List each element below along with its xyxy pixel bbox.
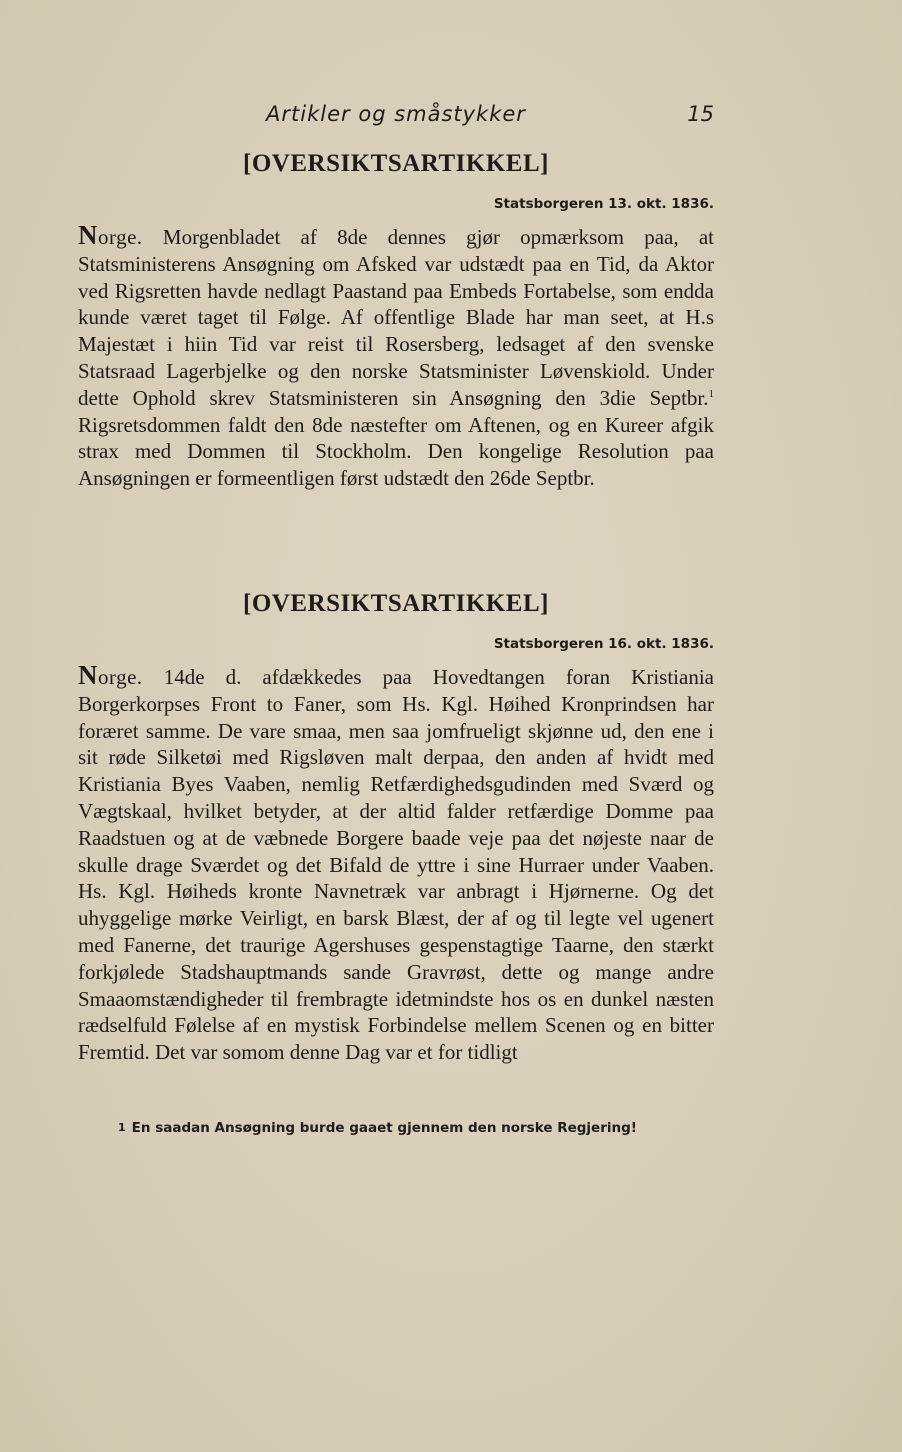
article-source: Statsborgeren 16. okt. 1836. xyxy=(493,636,714,652)
running-head xyxy=(78,102,714,132)
body-text-part: 14de d. afdækkedes paa Hovedtangen foran Kristiania Borgerkorpses Front to Faner, som Hs. Kgl. Høihed Kronprindsen har foræret samme. De vare smaa, men saa jomfrueligt skjønne ud, den ene i sit røde Silketøi med Rigsløven malt derpaa, den anden af hvidt med Kristiania Byes Vaaben, nemlig Retfærdighedsgudinden med Sværd og Vægtskaal, hvilket betyder, at der altid falder retfærdige Domme paa Raadstuen og at de væbnede Borgere baade veje paa det nøjeste naar de skulle drage Sværdet og det Bifald de yttre i sine Hurraer under Vaaben. Hs. Kgl. Høiheds kronte Navnetræk var anbragt i Hjørnerne. Og det uhyggelige mørke Veirligt, en barsk Blæst, der af og til legte vel ugenert med Fanerne, det traurige Agershuses gespenstagtige Taarne, den stærkt forkjølede Stadshauptmands sande Gravrøst, dette og mange andre Smaaomstændigheder til frembragte idetmindste hos os en dunkel næsten rædselfuld Følelse af en mystisk Forbindelse mellem Scenen og en bitter Fremtid. Det var somom denne Dag var et for tidligt xyxy=(78,665,714,1065)
article-source: Statsborgeren 13. okt. 1836. xyxy=(493,196,714,212)
article-body xyxy=(78,222,714,492)
body-text-part: Morgenbladet af 8de dennes gjør opmærksom paa, at Statsministerens Ansøgning om Afsked var udstædt paa en Tid, da Aktor ved Rigsretten havde nedlagt Paastand paa Embeds Fortabelse, som endda kunde været taget til Følge. Af offentlige Blade har man seet, at H.s Majestæt i hiin Tid var reist til Rosersberg, ledsaget af den svenske Statsraad Lagerbjelke og den norske Statsminister Løvenskiold. Under dette Ophold skrev Statsministeren sin Ansøgning den 3die Septbr. xyxy=(78,225,714,410)
footnote xyxy=(78,1118,714,1138)
footnote-reference[interactable]: 1 xyxy=(708,387,714,400)
lead-word: orge. xyxy=(98,665,143,689)
body-text-part: Rigsretsdommen faldt den 8de næstefter om Aftenen, og en Kureer afgik strax med Dommen til Stockholm. Den kongelige Resolution paa Ansøgningen er formeentligen først udstædt den 26de Septbr. xyxy=(78,412,714,491)
lead-letter: N xyxy=(78,220,98,250)
lead-letter: N xyxy=(78,660,98,690)
lead-word: orge. xyxy=(98,225,143,249)
article-body xyxy=(78,662,714,1066)
article-heading: [OVERSIKTSARTIKKEL] xyxy=(243,590,549,617)
article-2 xyxy=(78,588,714,1066)
footnote-text: En saadan Ansøgning burde gaaet gjennem den norske Regjering! xyxy=(131,1120,637,1136)
article-1 xyxy=(78,148,714,492)
footnote-mark: 1 xyxy=(118,1121,126,1134)
article-heading: [OVERSIKTSARTIKKEL] xyxy=(243,150,549,177)
running-title: Artikler og småstykker xyxy=(266,102,526,126)
page-number: 15 xyxy=(687,102,714,126)
